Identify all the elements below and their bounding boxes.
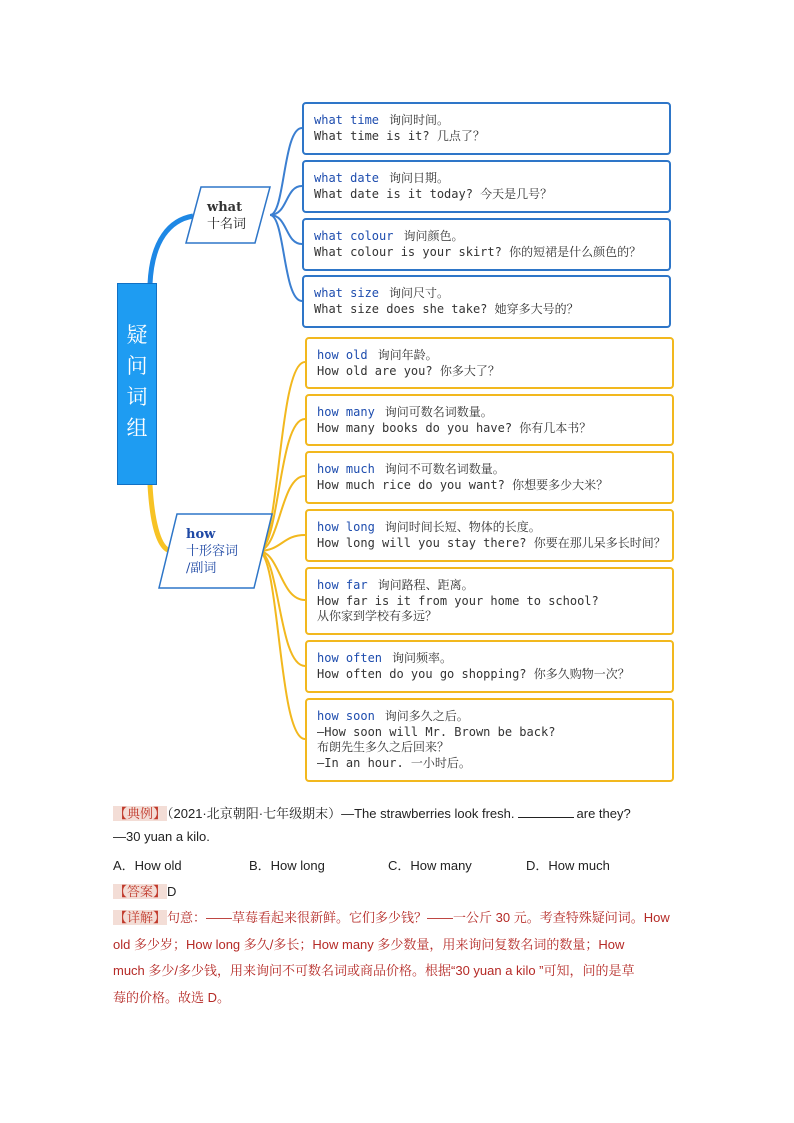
how-old-box [305,337,674,389]
example-tag: 【典例】 [114,806,167,821]
how-many-box [305,394,674,446]
branch-how-desc-2: /副词 [186,561,217,576]
answer-line [113,881,176,900]
question-stem-a: —The strawberries look fresh. [341,806,515,821]
question-reply: —30 yuan a kilo. [113,829,210,844]
answer-tag: 【答案】 [114,884,167,899]
question-stem-b: are they? [576,806,631,821]
what-colour-box [302,218,671,271]
box-example: —How soon will Mr. Brown be back? [317,724,556,739]
box-meaning: 询问日期。 [389,171,450,185]
branch-what-desc: 十名词 [207,217,247,232]
question-stem [113,803,631,822]
root-char: 疑 [126,323,148,347]
box-keyword: what size [314,286,380,300]
box-keyword: how soon [317,709,375,723]
box-keyword: how far [317,578,368,592]
branch-how [158,513,273,589]
branch-what [185,186,271,244]
box-example: How often do you go shopping? 你多久购物一次？ [317,666,630,681]
question-source: （2021·北京朝阳·七年级期末） [167,806,342,821]
box-example: How many books do you have? 你有几本书？ [317,420,592,435]
root-node [117,283,157,485]
how-often-box [305,640,674,693]
what-date-box [302,160,671,213]
branch-how-desc: 十形容词 [186,544,239,559]
box-meaning: 询问可数名词数量。 [384,405,493,419]
explanation [113,905,688,1011]
box-keyword: what date [314,171,380,185]
box-meaning: 询问不可数名词数量。 [384,462,505,476]
explanation-line: much 多少/多少钱，用来询问不可数名词或商品价格。根据“30 yuan a kilo ”可知，问的是草 [113,963,635,978]
box-example: 布朗先生多久之后回来？ [317,740,450,754]
how-long-box [305,509,674,562]
box-keyword: what colour [314,229,394,243]
box-meaning: 询问颜色。 [403,229,464,243]
root-char: 词 [126,385,148,409]
box-example: What time is it? 几点了？ [314,128,485,143]
answer-value: D [167,884,177,899]
box-meaning: 询问年龄。 [377,348,438,362]
box-example: 从你家到学校有多远？ [317,609,438,623]
explanation-tag: 【详解】 [114,910,167,925]
box-meaning: 询问路程、距离。 [377,578,474,592]
explanation-line: 句意：——草莓看起来很新鲜。它们多少钱？——一公斤 30 元。考查特殊疑问词。How [167,910,670,925]
option-c: C．How many [388,858,472,873]
how-soon-box [305,698,674,782]
box-meaning: 询问尺寸。 [389,286,450,300]
how-much-box [305,451,674,504]
option-a: A．How old [113,858,182,873]
box-example: —In an hour. 一小时后。 [317,755,471,770]
box-keyword: what time [314,113,380,127]
what-branch-lines [270,128,302,301]
how-far-box [305,567,674,635]
root-char: 问 [126,354,148,378]
box-example: How long will you stay there? 你要在那儿呆多长时间？ [317,535,666,550]
box-keyword: how long [317,520,375,534]
box-meaning: 询问频率。 [392,651,453,665]
box-keyword: how much [317,462,375,476]
answer-blank [518,806,574,818]
explanation-line: 莓的价格。故选 D。 [113,989,231,1005]
branch-how-keyword: how [186,527,216,542]
box-keyword: how many [317,405,375,419]
box-meaning: 询问多久之后。 [384,709,469,723]
box-example: How far is it from your home to school? [317,593,599,608]
box-meaning: 询问时间。 [389,113,450,127]
box-meaning: 询问时间长短、物体的长度。 [384,520,541,534]
box-keyword: how old [317,348,368,362]
branch-what-keyword: what [207,200,243,215]
option-b: B．How long [249,858,325,873]
box-keyword: how often [317,651,383,665]
box-example: What colour is your skirt? 你的短裙是什么颜色的？ [314,244,642,259]
box-example: What size does she take? 她穿多大号的？ [314,301,579,316]
box-example: How old are you? 你多大了？ [317,363,500,378]
what-size-box [302,275,671,328]
box-example: How much rice do you want? 你想要多少大米？ [317,477,609,492]
explanation-line: old 多少岁；How long 多久/多长；How many 多少数量，用来询问复数名词的数量；How [113,936,625,952]
root-char: 组 [126,416,148,440]
option-d: D．How much [526,858,610,873]
what-time-box [302,102,671,155]
box-example: What date is it today? 今天是几号？ [314,186,553,201]
